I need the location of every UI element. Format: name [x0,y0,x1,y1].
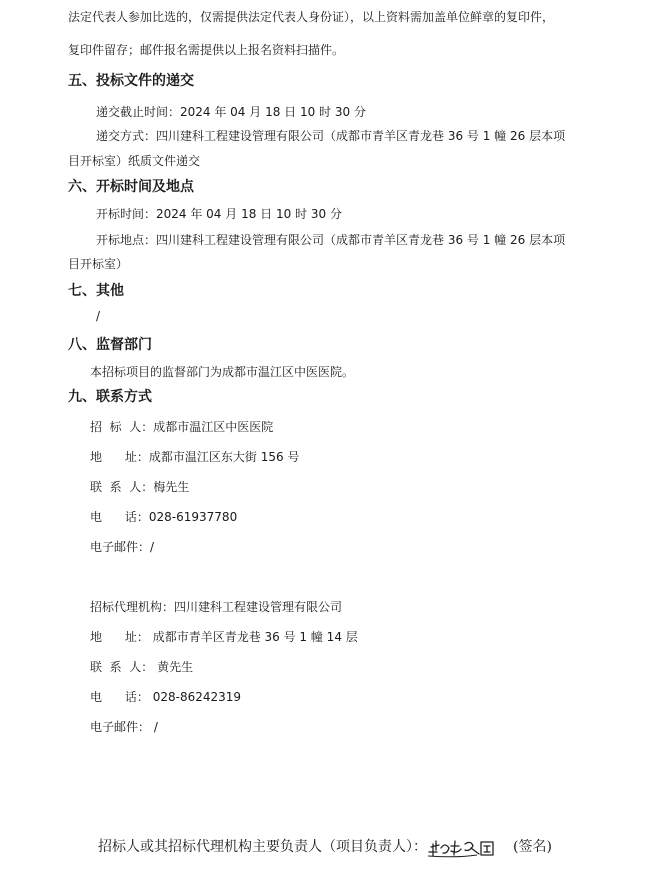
section-heading-supervision: 八、监督部门 [68,337,152,353]
signature-line [98,836,552,858]
signature-suffix: (签名) [513,839,552,855]
field-value: 028-86242319 [148,690,242,704]
field-value: 黄先生 [153,660,194,674]
body-text-line: 复印件留存；邮件报名需提供以上报名资料扫描件。 [68,43,345,57]
section-heading-contact: 九、联系方式 [68,389,152,405]
field-value: 梅先生 [153,480,190,494]
agency-contact-row [90,659,193,675]
field-value: 四川建科工程建设管理有限公司 [174,600,343,614]
section-heading-submission: 五、投标文件的递交 [68,73,194,89]
other-content: / [96,309,101,323]
section-heading-other: 七、其他 [68,283,124,299]
tenderer-address-row [90,449,299,465]
field-value: 成都市温江区中医医院 [153,420,274,434]
tenderer-phone-row [90,509,237,525]
agency-address-row [90,629,358,645]
tenderer-email-row [90,539,154,555]
agency-name-row [90,599,342,615]
signature-scribble [427,836,513,858]
field-label: 电 话： [90,690,149,704]
field-label: 地 址： [90,630,149,644]
opening-place: 开标地点：四川建科工程建设管理有限公司（成都市青羊区青龙巷 36 号 1 幢 26 层本项 [96,233,566,247]
field-value: 成都市温江区东大街 156 号 [148,450,300,464]
handwritten-signature [427,836,513,858]
opening-place-cont: 目开标室） [68,257,129,271]
field-label: 招标代理机构： [90,600,175,614]
field-label: 地 址： [90,450,149,464]
supervision-content: 本招标项目的监督部门为成都市温江区中医医院。 [90,365,355,379]
agency-email-row [90,719,158,735]
field-value: / [150,720,158,734]
opening-time: 开标时间：2024 年 04 月 18 日 10 时 30 分 [96,207,342,221]
submission-method-cont: 目开标室）纸质文件递交 [68,154,201,168]
field-label: 联 系 人： [90,480,154,494]
signature-prompt: 招标人或其招标代理机构主要负责人（项目负责人）： [98,839,427,855]
body-text-line: 法定代表人参加比选的，仅需提供法定代表人身份证），以上资料需加盖单位鲜章的复印件， [68,10,555,24]
field-label: 电 话： [90,510,149,524]
submission-deadline: 递交截止时间：2024 年 04 月 18 日 10 时 30 分 [96,105,366,119]
field-label: 电子邮件： [90,720,151,734]
field-value: / [150,540,155,554]
section-heading-opening: 六、开标时间及地点 [68,179,194,195]
field-label: 联 系 人： [90,660,154,674]
agency-phone-row [90,689,241,705]
field-label: 招 标 人： [90,420,154,434]
field-label: 电子邮件： [90,540,151,554]
tenderer-contact-row [90,479,189,495]
field-value: 028-61937780 [148,510,238,524]
field-value: 成都市青羊区青龙巷 36 号 1 幢 14 层 [148,630,358,644]
tenderer-name-row [90,419,273,435]
submission-method: 递交方式：四川建科工程建设管理有限公司（成都市青羊区青龙巷 36 号 1 幢 26 层本项 [96,129,566,143]
